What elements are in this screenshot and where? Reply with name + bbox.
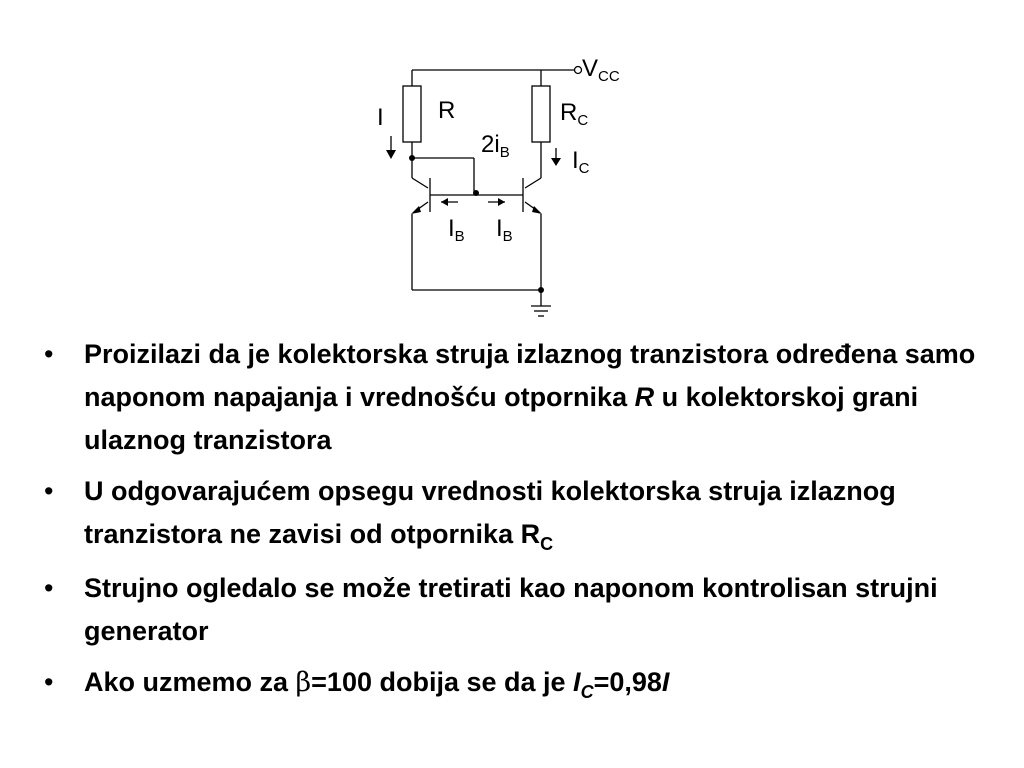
two-ib-label: $2i_B$ [481,131,510,161]
bullet-4-mid: =100 dobija se da je [311,667,574,697]
bullet-2-subscript: C [540,534,554,554]
bullet-4-end: I [661,667,670,697]
bullet-marker: • [44,573,54,603]
ground-icon [531,306,551,316]
bullet-1-text: Proizilazi da je kolektorska struja izlaznog tranzistora određena samo naponom napajanja i vrednošću otpornika [84,339,976,412]
bullet-1-variable: R [634,382,655,412]
junction-dot-top [409,155,415,161]
bullet-item-3 [44,567,1004,653]
rc-label: $R_C$ [560,99,589,129]
bullet-marker: • [44,476,54,506]
bullet-list [44,333,1004,715]
bullet-marker: • [44,339,54,369]
bullet-3-text: Strujno ogledalo se može tretirati kao naponom kontrolisan strujni generator [84,573,938,646]
ib-left-label: $I_B$ [448,215,465,245]
beta-symbol: β [295,667,312,698]
i-label: I [377,104,384,131]
junction-dot-base [473,190,479,196]
ic-label: $I_C$ [572,147,590,177]
bullet-item-2 [44,470,1004,559]
bullet-1-tail: u kolektorskoj grani ulaznog tranzistora [84,382,919,455]
ib-right-label: $I_B$ [496,215,513,245]
bullet-4-equals: =0,98 [593,667,662,697]
junction-dot-ground [538,287,544,293]
resistor-rc [532,86,550,142]
bullet-item-1 [44,333,1004,462]
bullet-2-text: U odgovarajućem opsegu vrednosti kolektorska struja izlaznog tranzistora ne zavisi od otpornika R [84,476,896,549]
bullet-4-variable: I [573,667,581,697]
resistor-r [403,86,421,142]
bullet-marker: • [44,667,54,697]
vcc-label: $V_{CC}$ [582,55,620,85]
bullet-4-subscript: C [580,682,594,702]
bullet-item-4 [44,661,1004,707]
bullet-4-text: Ako uzmemo za [84,667,296,697]
r-label: R [438,97,456,124]
current-mirror-circuit [0,0,1024,330]
vcc-terminal [575,67,582,74]
